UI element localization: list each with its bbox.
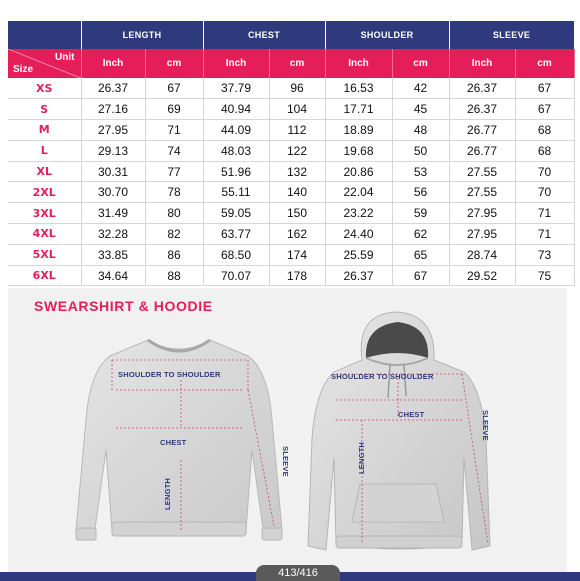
measurement-cell: 70 bbox=[515, 161, 574, 182]
measurement-cell: 75 bbox=[515, 265, 574, 286]
table-row bbox=[8, 203, 574, 224]
table-row bbox=[8, 161, 574, 182]
group-header-length: LENGTH bbox=[81, 21, 203, 49]
measurement-cell: 65 bbox=[392, 244, 449, 265]
measurement-cell: 132 bbox=[269, 161, 325, 182]
hoodie-shoulder-label: SHOULDER TO SHOULDER bbox=[331, 372, 434, 381]
measurement-cell: 24.40 bbox=[325, 224, 392, 245]
measurement-cell: 68.50 bbox=[203, 244, 269, 265]
measurement-cell: 27.55 bbox=[449, 161, 515, 182]
measurement-cell: 26.37 bbox=[449, 78, 515, 99]
measurement-cell: 26.37 bbox=[325, 265, 392, 286]
measurement-cell: 67 bbox=[392, 265, 449, 286]
measurement-cell: 70.07 bbox=[203, 265, 269, 286]
measurement-cell: 174 bbox=[269, 244, 325, 265]
measurement-cell: 150 bbox=[269, 203, 325, 224]
hoodie-illustration bbox=[304, 308, 494, 566]
measurement-guide bbox=[8, 288, 567, 574]
measurement-cell: 31.49 bbox=[81, 203, 145, 224]
measurement-cell: 26.77 bbox=[449, 140, 515, 161]
measurement-cell: 30.70 bbox=[81, 182, 145, 203]
measurement-cell: 82 bbox=[145, 224, 203, 245]
measurement-cell: 67 bbox=[145, 78, 203, 99]
measurement-cell: 28.74 bbox=[449, 244, 515, 265]
unit-header: cm bbox=[145, 49, 203, 78]
guide-title: SWEARSHIRT & HOODIE bbox=[34, 298, 213, 314]
measurement-cell: 71 bbox=[515, 203, 574, 224]
sweatshirt-sleeve-label: SLEEVE bbox=[281, 446, 290, 477]
measurement-cell: 44.09 bbox=[203, 120, 269, 141]
measurement-cell: 80 bbox=[145, 203, 203, 224]
measurement-cell: 29.13 bbox=[81, 140, 145, 161]
size-label: L bbox=[8, 140, 81, 161]
size-label: 3XL bbox=[8, 203, 81, 224]
sweatshirt-shoulder-label: SHOULDER TO SHOULDER bbox=[118, 370, 221, 379]
measurement-cell: 73 bbox=[515, 244, 574, 265]
hoodie-chest-label: CHEST bbox=[398, 410, 425, 419]
measurement-cell: 40.94 bbox=[203, 99, 269, 120]
unit-header: Inch bbox=[81, 49, 145, 78]
measurement-cell: 23.22 bbox=[325, 203, 392, 224]
measurement-cell: 37.79 bbox=[203, 78, 269, 99]
measurement-cell: 77 bbox=[145, 161, 203, 182]
measurement-cell: 34.64 bbox=[81, 265, 145, 286]
sweatshirt-chest-label: CHEST bbox=[160, 438, 187, 447]
unit-header: cm bbox=[515, 49, 574, 78]
measurement-cell: 53 bbox=[392, 161, 449, 182]
table-row bbox=[8, 265, 574, 286]
measurement-cell: 16.53 bbox=[325, 78, 392, 99]
table-row bbox=[8, 120, 574, 141]
group-header-shoulder: SHOULDER bbox=[325, 21, 449, 49]
measurement-cell: 27.95 bbox=[81, 120, 145, 141]
measurement-cell: 27.95 bbox=[449, 224, 515, 245]
measurement-cell: 162 bbox=[269, 224, 325, 245]
table-row bbox=[8, 99, 574, 120]
table-row bbox=[8, 224, 574, 245]
measurement-cell: 55.11 bbox=[203, 182, 269, 203]
measurement-cell: 122 bbox=[269, 140, 325, 161]
table-row bbox=[8, 182, 574, 203]
measurement-cell: 112 bbox=[269, 120, 325, 141]
measurement-cell: 30.31 bbox=[81, 161, 145, 182]
measurement-cell: 17.71 bbox=[325, 99, 392, 120]
measurement-cell: 59 bbox=[392, 203, 449, 224]
measurement-cell: 45 bbox=[392, 99, 449, 120]
measurement-cell: 48 bbox=[392, 120, 449, 141]
group-header-chest: CHEST bbox=[203, 21, 325, 49]
measurement-cell: 50 bbox=[392, 140, 449, 161]
measurement-cell: 48.03 bbox=[203, 140, 269, 161]
measurement-cell: 33.85 bbox=[81, 244, 145, 265]
unit-header: cm bbox=[392, 49, 449, 78]
corner-header-top bbox=[8, 21, 81, 49]
measurement-cell: 68 bbox=[515, 120, 574, 141]
measurement-cell: 67 bbox=[515, 99, 574, 120]
measurement-cell: 26.37 bbox=[81, 78, 145, 99]
measurement-cell: 71 bbox=[145, 120, 203, 141]
measurement-cell: 22.04 bbox=[325, 182, 392, 203]
measurement-cell: 140 bbox=[269, 182, 325, 203]
measurement-cell: 27.95 bbox=[449, 203, 515, 224]
size-chart-table bbox=[8, 21, 575, 286]
measurement-cell: 27.55 bbox=[449, 182, 515, 203]
page-counter[interactable]: 413/416 bbox=[256, 565, 340, 581]
size-label: 2XL bbox=[8, 182, 81, 203]
measurement-cell: 27.16 bbox=[81, 99, 145, 120]
measurement-cell: 29.52 bbox=[449, 265, 515, 286]
hoodie-length-label: LENGTH bbox=[357, 441, 366, 474]
measurement-cell: 67 bbox=[515, 78, 574, 99]
hoodie-sleeve-label: SLEEVE bbox=[481, 410, 490, 441]
measurement-cell: 18.89 bbox=[325, 120, 392, 141]
measurement-cell: 88 bbox=[145, 265, 203, 286]
measurement-cell: 86 bbox=[145, 244, 203, 265]
measurement-cell: 68 bbox=[515, 140, 574, 161]
group-header-sleeve: SLEEVE bbox=[449, 21, 574, 49]
table-row bbox=[8, 140, 574, 161]
measurement-cell: 71 bbox=[515, 224, 574, 245]
measurement-cell: 74 bbox=[145, 140, 203, 161]
size-chart-body bbox=[8, 78, 574, 286]
top-bar bbox=[0, 0, 580, 21]
measurement-cell: 56 bbox=[392, 182, 449, 203]
unit-header: Inch bbox=[203, 49, 269, 78]
measurement-cell: 20.86 bbox=[325, 161, 392, 182]
measurement-cell: 63.77 bbox=[203, 224, 269, 245]
size-label: 6XL bbox=[8, 265, 81, 286]
size-label: M bbox=[8, 120, 81, 141]
size-label: S bbox=[8, 99, 81, 120]
measurement-cell: 104 bbox=[269, 99, 325, 120]
measurement-cell: 70 bbox=[515, 182, 574, 203]
corner-size-label: Size bbox=[13, 64, 34, 75]
corner-unit-label: Unit bbox=[55, 52, 75, 63]
measurement-cell: 26.77 bbox=[449, 120, 515, 141]
unit-header: cm bbox=[269, 49, 325, 78]
corner-header bbox=[8, 49, 81, 78]
measurement-cell: 26.37 bbox=[449, 99, 515, 120]
measurement-cell: 42 bbox=[392, 78, 449, 99]
size-label: XS bbox=[8, 78, 81, 99]
measurement-cell: 78 bbox=[145, 182, 203, 203]
measurement-cell: 96 bbox=[269, 78, 325, 99]
measurement-cell: 19.68 bbox=[325, 140, 392, 161]
measurement-cell: 51.96 bbox=[203, 161, 269, 182]
unit-header: Inch bbox=[325, 49, 392, 78]
measurement-cell: 69 bbox=[145, 99, 203, 120]
table-row bbox=[8, 244, 574, 265]
table-row bbox=[8, 78, 574, 99]
measurement-cell: 178 bbox=[269, 265, 325, 286]
measurement-cell: 62 bbox=[392, 224, 449, 245]
sweatshirt-length-label: LENGTH bbox=[163, 477, 172, 510]
size-label: 4XL bbox=[8, 224, 81, 245]
size-label: XL bbox=[8, 161, 81, 182]
unit-header: Inch bbox=[449, 49, 515, 78]
measurement-cell: 25.59 bbox=[325, 244, 392, 265]
size-label: 5XL bbox=[8, 244, 81, 265]
measurement-cell: 59.05 bbox=[203, 203, 269, 224]
measurement-cell: 32.28 bbox=[81, 224, 145, 245]
